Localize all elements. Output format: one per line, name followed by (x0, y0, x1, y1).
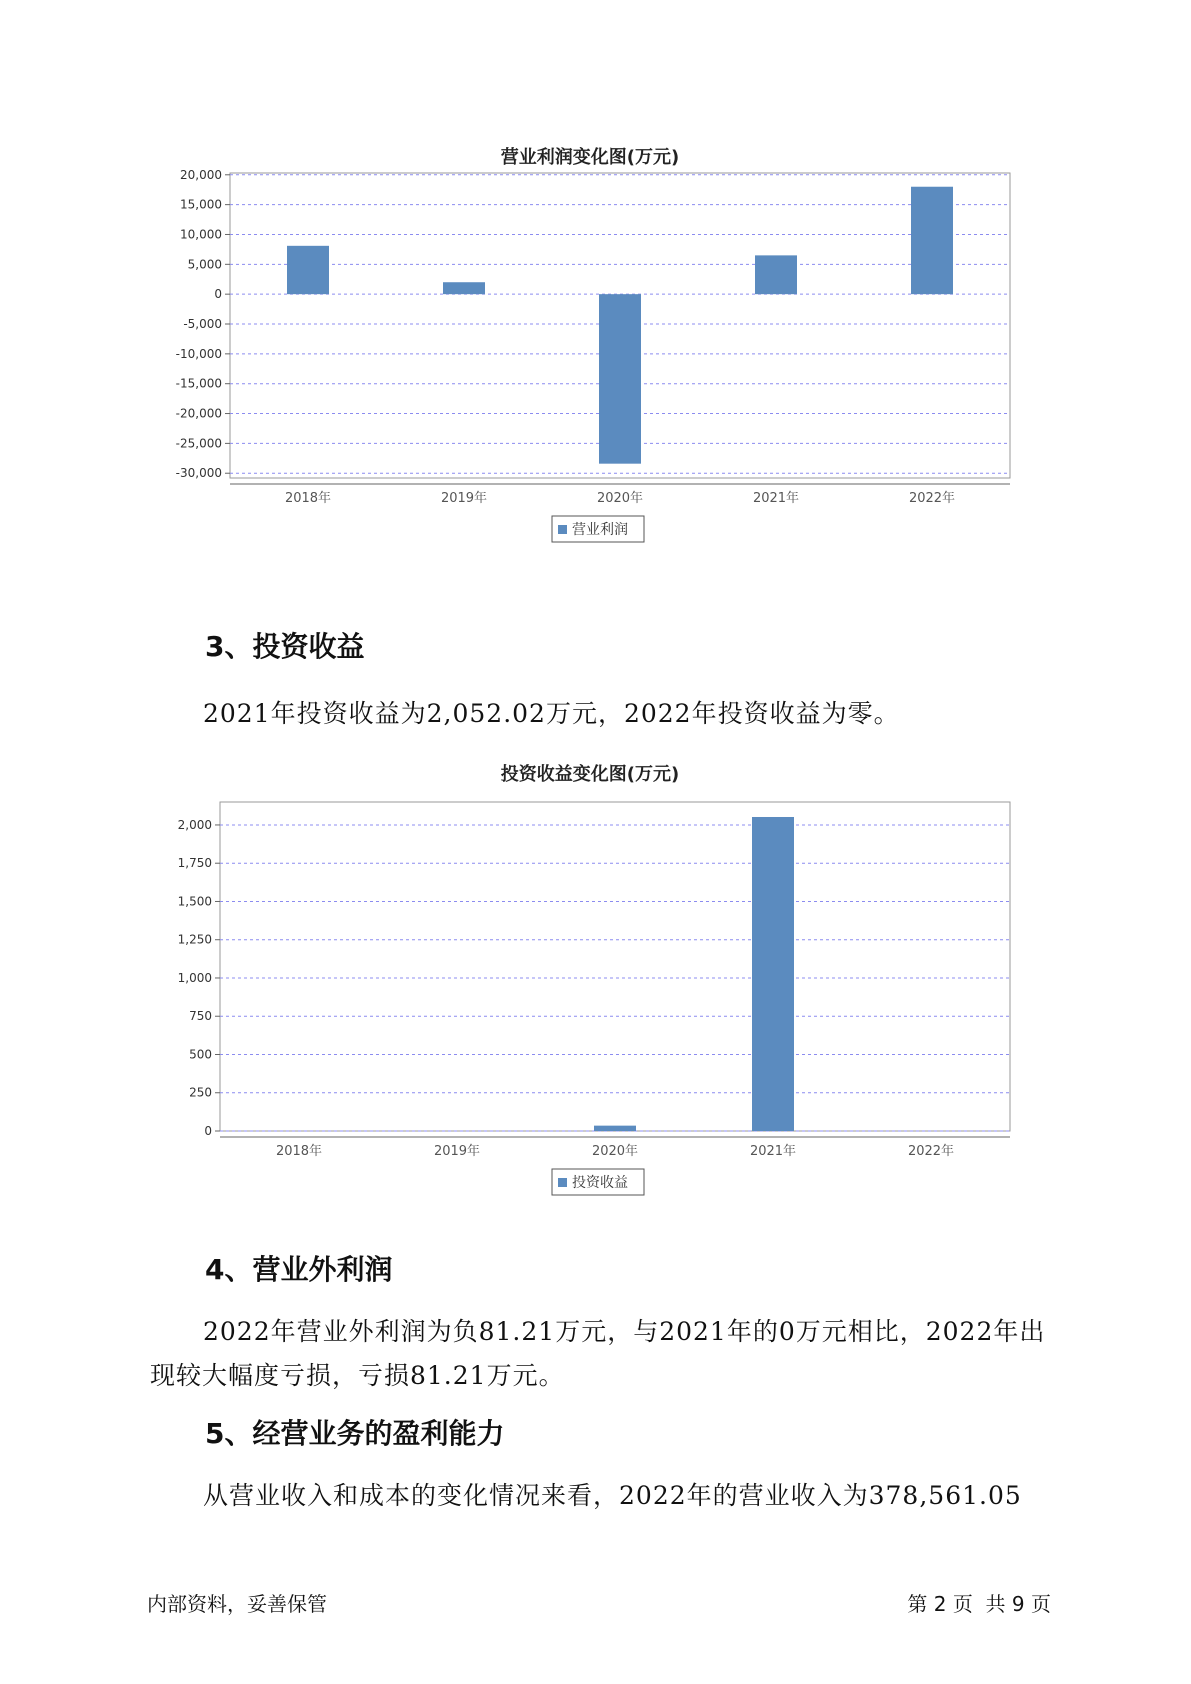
x-tick-label: 2020年 (591, 1144, 639, 1159)
section-4-heading: 4、营业外利润 (205, 1253, 393, 1286)
y-tick-label: -10,000 (175, 346, 222, 361)
y-tick-label: -15,000 (175, 376, 222, 391)
x-tick-label: 2022年 (908, 491, 956, 506)
legend (552, 516, 644, 542)
chart-title: 营业利润变化图(万元) (500, 147, 680, 168)
operating-profit-plot (150, 135, 1030, 585)
plot-area (220, 802, 1010, 1131)
x-tick-label: 2019年 (440, 491, 488, 506)
y-tick-label: 750 (189, 1009, 212, 1024)
y-tick-label: 1,500 (177, 894, 212, 909)
operating-profit-chart (150, 135, 1030, 585)
section-5-heading: 5、经营业务的盈利能力 (205, 1417, 505, 1450)
chart-title: 投资收益变化图(万元) (500, 764, 680, 785)
legend-label: 营业利润 (572, 522, 628, 538)
x-tick-label: 2021年 (752, 491, 800, 506)
bar-2022年 (911, 187, 953, 294)
bar-2020年 (594, 1126, 636, 1131)
y-tick-label: -20,000 (175, 406, 222, 421)
bar-2019年 (443, 282, 485, 294)
x-tick-label: 2018年 (275, 1144, 323, 1159)
y-tick-label: 0 (214, 287, 222, 302)
bar-2021年 (755, 255, 797, 294)
section-3-text: 2021年投资收益为2,052.02万元，2022年投资收益为零。 (203, 699, 900, 728)
x-tick-label: 2021年 (749, 1144, 797, 1159)
y-tick-label: 1,250 (177, 932, 212, 947)
x-tick-label: 2018年 (284, 491, 332, 506)
y-tick-label: 2,000 (177, 817, 212, 832)
footer-page-number: 第 2 页 共 9 页 (907, 1592, 1051, 1616)
y-tick-label: -5,000 (183, 317, 222, 332)
y-tick-label: 5,000 (187, 257, 222, 272)
legend (552, 1169, 644, 1195)
y-tick-label: 1,000 (177, 970, 212, 985)
section-5-text-line1: 从营业收入和成本的变化情况来看，2022年的营业收入为378,561.05 (203, 1481, 1022, 1510)
y-tick-label: -25,000 (175, 436, 222, 451)
bar-2018年 (287, 246, 329, 294)
legend-label: 投资收益 (572, 1175, 628, 1191)
x-tick-label: 2019年 (433, 1144, 481, 1159)
investment-income-plot (150, 752, 1030, 1207)
footer-confidential: 内部资料，妥善保管 (147, 1592, 327, 1616)
y-tick-label: 15,000 (180, 197, 222, 212)
x-tick-label: 2020年 (596, 491, 644, 506)
legend-swatch (558, 1178, 567, 1187)
section-4-text-line1: 2022年营业外利润为负81.21万元，与2021年的0万元相比，2022年出 (203, 1317, 1046, 1346)
y-tick-label: 10,000 (180, 227, 222, 242)
bar-2020年 (599, 294, 641, 464)
y-tick-label: 20,000 (180, 167, 222, 182)
y-tick-label: 500 (189, 1047, 212, 1062)
legend-swatch (558, 525, 567, 534)
bar-2021年 (752, 817, 794, 1131)
section-4-text-line2: 现较大幅度亏损，亏损81.21万元。 (150, 1361, 565, 1390)
x-tick-label: 2022年 (907, 1144, 955, 1159)
y-tick-label: 0 (204, 1124, 212, 1138)
y-tick-label: 1,750 (177, 856, 212, 871)
section-3-heading: 3、投资收益 (205, 630, 365, 663)
y-tick-label: 250 (189, 1085, 212, 1100)
y-tick-label: -30,000 (175, 466, 222, 481)
investment-income-chart (150, 752, 1030, 1207)
